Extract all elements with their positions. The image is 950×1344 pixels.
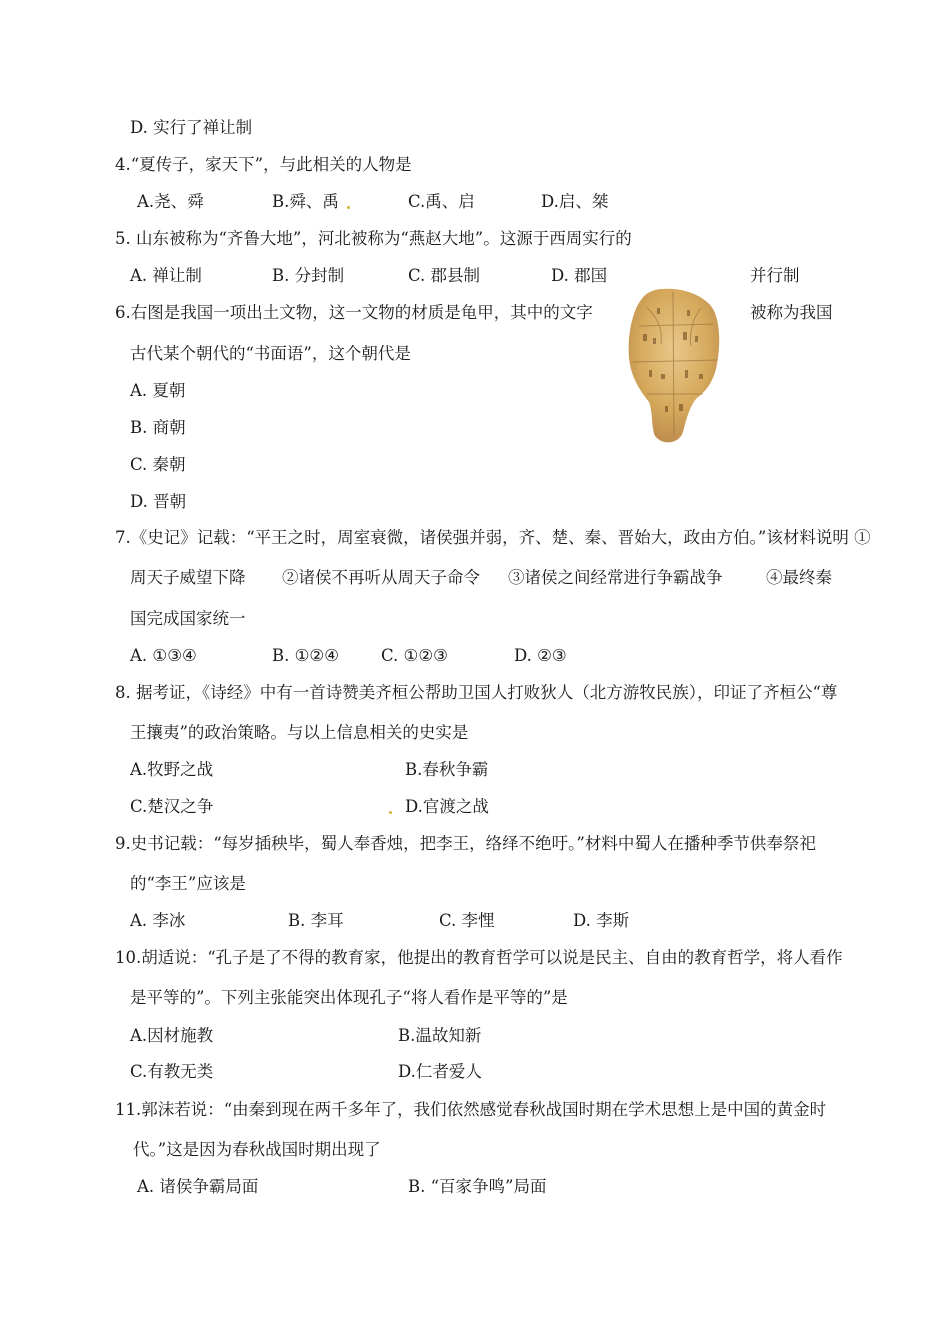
q4-option-d: D.启、桀: [541, 192, 609, 211]
q7-option-c: C. ①②③: [381, 646, 448, 665]
q4-option-a: A.尧、舜: [137, 192, 204, 211]
q9-option-c: C. 李悝: [439, 911, 495, 930]
q7-stem-line3: 国完成国家统一: [130, 609, 246, 628]
q4-option-b: B.舜、禹: [272, 192, 339, 211]
q11-stem-line1: 11.郭沫若说：“由秦到现在两千多年了，我们依然感觉春秋战国时期在学术思想上是中国的黄金时: [115, 1100, 827, 1119]
q7-stem-line1: 7.《史记》记载：“平王之时，周室衰微，诸侯强并弱，齐、楚、秦、晋始大，政由方伯。”该材料说明 ①: [115, 528, 871, 547]
q11-stem-line2: 代。”这是因为春秋战国时期出现了: [133, 1140, 381, 1159]
q6-option-d: D. 晋朝: [130, 492, 187, 511]
q10-option-d: D.仁者爱人: [398, 1062, 482, 1081]
q10-option-a: A.因材施教: [130, 1026, 214, 1045]
q4-option-c: C.禹、启: [408, 192, 475, 211]
q10-option-b: B.温故知新: [398, 1026, 482, 1045]
q6-option-c: C. 秦朝: [130, 455, 186, 474]
oracle-bone-turtle-shell-icon: [627, 286, 721, 446]
q6-stem-line1-tail: 被称为我国: [750, 303, 833, 322]
q3-option-d: D. 实行了禅让制: [130, 118, 253, 137]
q7-item3: ③诸侯之间经常进行争霸战争: [508, 568, 723, 587]
stray-dot: [347, 206, 350, 209]
q6-option-a: A. 夏朝: [130, 381, 186, 400]
q8-stem-line1: 8. 据考证，《诗经》中有一首诗赞美齐桓公帮助卫国人打败狄人（北方游牧民族），印证了齐桓公“尊: [115, 683, 838, 702]
q7-option-d: D. ②③: [514, 646, 567, 665]
q8-option-a: A.牧野之战: [130, 760, 214, 779]
q10-option-c: C.有教无类: [130, 1062, 214, 1081]
stray-dot: [389, 811, 392, 814]
q7-option-a: A. ①③④: [130, 646, 197, 665]
q8-option-b: B.春秋争霸: [405, 760, 489, 779]
q5-option-b: B. 分封制: [272, 266, 345, 285]
q7-item4: ④最终秦: [766, 568, 832, 587]
q10-stem-line1: 10.胡适说：“孔子是了不得的教育家，他提出的教育哲学可以说是民主、自由的教育哲学，将人看作: [115, 948, 843, 967]
q4-stem: 4.“夏传子，家天下”，与此相关的人物是: [115, 155, 412, 174]
q9-option-a: A. 李冰: [130, 911, 186, 930]
q7-option-b: B. ①②④: [272, 646, 339, 665]
q5-option-c: C. 郡县制: [408, 266, 481, 285]
q8-option-c: C.楚汉之争: [130, 797, 214, 816]
q9-stem-line1: 9.史书记载：“每岁插秧毕，蜀人奉香烛，把李王，络绎不绝吁。”材料中蜀人在播种季节供奉祭祀: [115, 834, 816, 853]
q8-stem-line2: 王攘夷”的政治策略。与以上信息相关的史实是: [130, 723, 469, 742]
q7-item2: ②诸侯不再听从周天子命令: [282, 568, 480, 587]
q8-option-d: D.官渡之战: [405, 797, 489, 816]
q6-stem-line1: 6.右图是我国一项出土文物，这一文物的材质是龟甲，其中的文字: [115, 303, 593, 322]
q9-option-d: D. 李斯: [573, 911, 630, 930]
q9-stem-line2: 的“李王”应该是: [130, 874, 246, 893]
q10-stem-line2: 是平等的”。下列主张能突出体现孔子“将人看作是平等的”是: [130, 988, 568, 1007]
q6-option-b: B. 商朝: [130, 418, 186, 437]
q11-option-b: B. “百家争鸣”局面: [408, 1177, 547, 1196]
q11-option-a: A. 诸侯争霸局面: [137, 1177, 259, 1196]
q7-item1: 周天子威望下降: [130, 568, 246, 587]
q6-stem-line2: 古代某个朝代的“书面语”，这个朝代是: [130, 344, 411, 363]
q5-option-d: D. 郡国: [551, 266, 608, 285]
q5-option-d-tail: 并行制: [750, 266, 800, 285]
q5-option-a: A. 禅让制: [130, 266, 202, 285]
q9-option-b: B. 李耳: [288, 911, 344, 930]
q5-stem: 5. 山东被称为“齐鲁大地”，河北被称为“燕赵大地”。这源于西周实行的: [115, 229, 632, 248]
